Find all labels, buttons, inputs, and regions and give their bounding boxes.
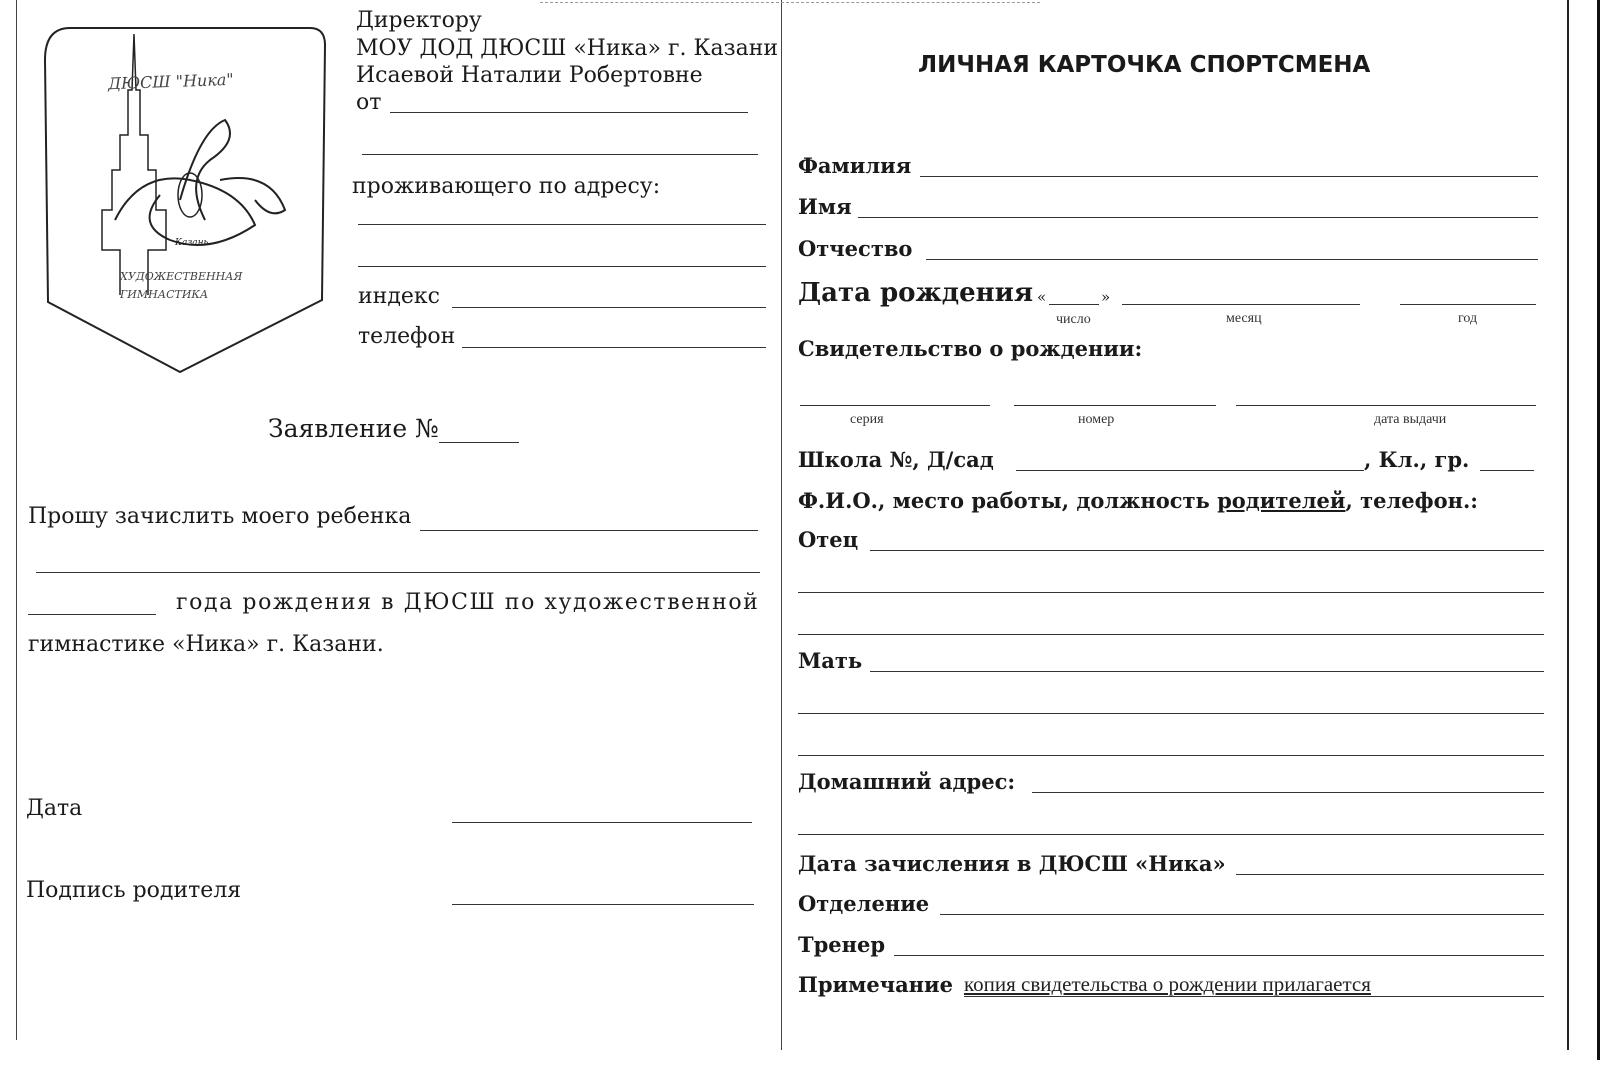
department-field[interactable] <box>940 914 1544 915</box>
to-line-1: Директору <box>356 8 482 33</box>
signature-label: Подпись родителя <box>26 878 242 903</box>
logo-city-text: Казань <box>175 238 209 248</box>
top-edge-mark <box>540 2 1040 3</box>
from-field[interactable] <box>390 112 748 113</box>
certificate-series-field[interactable] <box>800 405 990 406</box>
application-text-birth: года рождения в ДЮСШ по художественной <box>176 590 760 615</box>
school-field[interactable] <box>1016 470 1364 471</box>
date-label: Дата <box>26 796 83 821</box>
name-field[interactable] <box>858 217 1538 218</box>
school-label: Школа №, Д/сад <box>798 447 994 472</box>
department-label: Отделение <box>798 891 930 916</box>
certificate-label: Свидетельство о рождении: <box>798 336 1143 361</box>
application-text-end: гимнастике «Ника» г. Казани. <box>28 632 384 657</box>
number-hint: номер <box>1078 412 1115 427</box>
parents-suffix: , телефон.: <box>1345 488 1479 513</box>
month-hint: месяц <box>1226 311 1262 326</box>
address-field-1[interactable] <box>358 224 766 225</box>
index-label: индекс <box>358 284 440 309</box>
logo-sport-text-1: ХУДОЖЕСТВЕННАЯ <box>120 270 243 283</box>
to-line-2: МОУ ДОД ДЮСШ «Ника» г. Казани <box>356 36 779 61</box>
parents-label <box>798 488 1478 513</box>
to-line-3: Исаевой Наталии Робертовне <box>356 63 703 88</box>
parents-underlined: родителей <box>1217 488 1346 513</box>
patronymic-label: Отчество <box>798 236 913 261</box>
class-label: , Кл., гр. <box>1364 447 1470 472</box>
parents-prefix: Ф.И.О., место работы, должность <box>798 488 1210 513</box>
address-label: проживающего по адресу: <box>352 174 661 199</box>
mother-label: Мать <box>798 648 863 673</box>
quote-open: « <box>1037 288 1047 306</box>
birth-month-field[interactable] <box>1122 304 1360 305</box>
mother-field-2[interactable] <box>798 713 1544 714</box>
home-address-label: Домашний адрес: <box>798 769 1016 794</box>
card-title: ЛИЧНАЯ КАРТОЧКА СПОРТСМЕНА <box>918 52 1371 78</box>
phone-field[interactable] <box>462 347 766 348</box>
fold-line <box>781 0 782 1050</box>
index-field[interactable] <box>452 307 766 308</box>
father-field-2[interactable] <box>798 592 1544 593</box>
coach-label: Тренер <box>798 932 886 957</box>
signature-field[interactable] <box>452 904 754 905</box>
home-address-field-2[interactable] <box>798 834 1544 835</box>
birthdate-label: Дата рождения <box>798 278 1034 308</box>
from-field-2[interactable] <box>362 154 758 155</box>
birth-year-card-field[interactable] <box>1400 304 1536 305</box>
certificate-number-field[interactable] <box>1014 405 1216 406</box>
birth-year-field[interactable] <box>28 614 156 615</box>
left-border <box>16 0 17 1040</box>
child-name-field-2[interactable] <box>36 572 760 573</box>
coach-field[interactable] <box>894 955 1544 956</box>
issue-date-hint: дата выдачи <box>1374 412 1447 427</box>
application-text-start: Прошу зачислить моего ребенка <box>28 504 412 529</box>
note-text: копия свидетельства о рождении прилагается <box>964 972 1371 996</box>
note-field[interactable] <box>964 996 1544 997</box>
day-hint: число <box>1056 312 1091 327</box>
certificate-date-field[interactable] <box>1236 405 1536 406</box>
enroll-date-field[interactable] <box>1236 874 1544 875</box>
note-label: Примечание <box>798 972 953 997</box>
surname-label: Фамилия <box>798 153 912 178</box>
father-field-3[interactable] <box>798 634 1544 635</box>
application-title <box>268 414 519 443</box>
home-address-field[interactable] <box>1032 792 1544 793</box>
address-field-2[interactable] <box>358 266 766 267</box>
birth-day-field[interactable] <box>1049 304 1099 305</box>
class-field[interactable] <box>1480 470 1534 471</box>
school-logo <box>40 20 330 375</box>
quote-close: » <box>1101 288 1111 306</box>
surname-field[interactable] <box>920 176 1538 177</box>
application-number-field[interactable] <box>439 422 519 443</box>
father-label: Отец <box>798 527 859 552</box>
date-field[interactable] <box>452 822 752 823</box>
child-name-field[interactable] <box>420 530 758 531</box>
patronymic-field[interactable] <box>926 259 1538 260</box>
enroll-date-label: Дата зачисления в ДЮСШ «Ника» <box>798 851 1226 876</box>
mother-field-3[interactable] <box>798 755 1544 756</box>
series-hint: серия <box>850 412 884 427</box>
right-border <box>1567 0 1569 1050</box>
year-hint: год <box>1458 311 1478 326</box>
logo-school-text: ДЮСШ "Ника" <box>107 69 235 94</box>
application-title-text: Заявление № <box>268 414 439 443</box>
mother-field[interactable] <box>870 671 1544 672</box>
phone-label: телефон <box>358 324 456 349</box>
father-field[interactable] <box>870 550 1544 551</box>
logo-sport-text-2: ГИМНАСТИКА <box>120 288 209 301</box>
from-label: от <box>356 90 382 115</box>
name-label: Имя <box>798 194 852 219</box>
